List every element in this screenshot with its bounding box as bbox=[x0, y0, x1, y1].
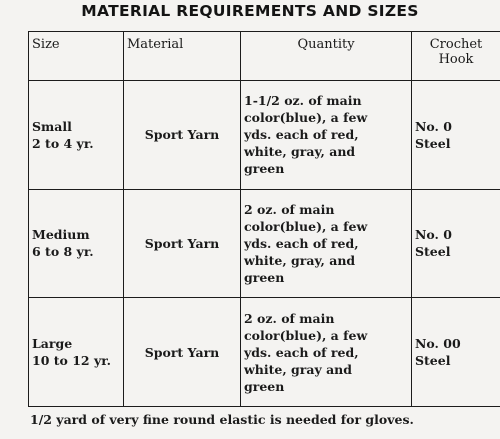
header-size: Size bbox=[29, 32, 124, 81]
cell-quantity: 1-1/2 oz. of main color(blue), a few yds. each of red, white, gray, and green bbox=[241, 81, 412, 190]
table-row bbox=[29, 189, 500, 298]
cell-material: Sport Yarn bbox=[124, 189, 241, 298]
material-requirements-table bbox=[28, 31, 500, 407]
cell-quantity: 2 oz. of main color(blue), a few yds. each of red, white, gray and green bbox=[241, 298, 412, 407]
cell-hook: No. 00 Steel bbox=[412, 298, 500, 407]
cell-size: Large 10 to 12 yr. bbox=[29, 298, 124, 407]
cell-hook: No. 0 Steel bbox=[412, 189, 500, 298]
table-row bbox=[29, 298, 500, 407]
cell-quantity: 2 oz. of main color(blue), a few yds. each of red, white, gray, and green bbox=[241, 189, 412, 298]
page-title: MATERIAL REQUIREMENTS AND SIZES bbox=[81, 2, 419, 20]
cell-hook: No. 0 Steel bbox=[412, 81, 500, 190]
table-row bbox=[29, 81, 500, 190]
footnote: 1/2 yard of very fine round elastic is needed for gloves. bbox=[30, 412, 414, 427]
header-quantity: Quantity bbox=[241, 32, 412, 81]
cell-size: Small 2 to 4 yr. bbox=[29, 81, 124, 190]
table-header-row bbox=[29, 32, 500, 81]
header-crochet-hook: Crochet Hook bbox=[412, 32, 500, 81]
header-material: Material bbox=[124, 32, 241, 81]
cell-size: Medium 6 to 8 yr. bbox=[29, 189, 124, 298]
cell-material: Sport Yarn bbox=[124, 298, 241, 407]
cell-material: Sport Yarn bbox=[124, 81, 241, 190]
